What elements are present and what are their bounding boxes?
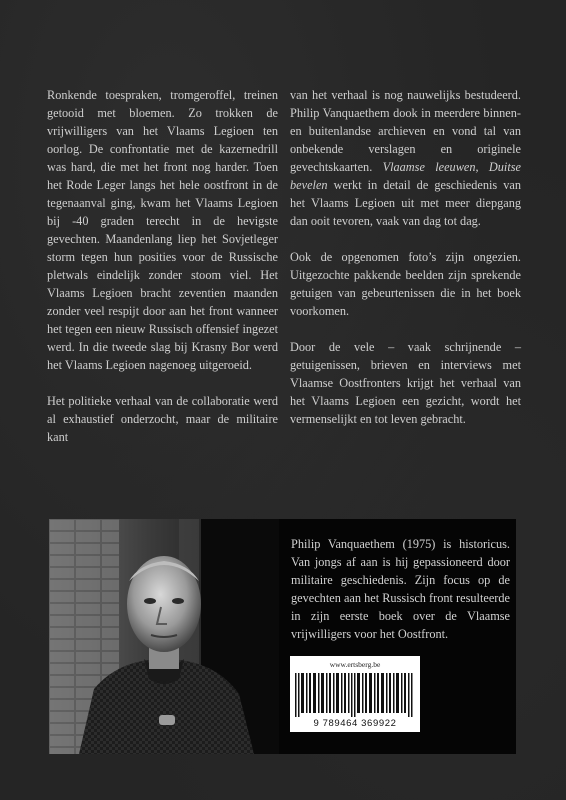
right-paragraph-2: Ook de opgenomen foto’s zijn ongezien. Uitgezochte pakkende beelden zijn sprekende getuigen van gebeurtenissen die in het boek voorkomen. (290, 250, 521, 318)
publisher-url: www.ertsberg.be (329, 660, 381, 669)
left-paragraph-2: Het politieke verhaal van de collaboratie werd al exhaustief onderzocht, maar de militaire kant (47, 394, 278, 444)
book-title: Vlaamse leeuwen, Duitse bevelen (290, 160, 521, 192)
right-paragraph-1-start: van het verhaal is nog nauwelijks bestudeerd. Philip Vanquaethem dook in meerdere binnen- en buitenlandse archieven en vond tal van onbekende verslagen en originele gevechtskaarten. (290, 88, 521, 174)
author-photo (49, 519, 279, 754)
right-text-column (290, 86, 521, 446)
barcode-bars (295, 673, 415, 717)
author-bio: Philip Vanquaethem (1975) is historicus. Van jongs af aan is hij gepassioneerd door militaire geschiedenis. Zijn focus op de gevechten aan het Russisch front resulteerde in zijn eerste boek over de Vlaamse vrijwilligers voor het Oostfront. (291, 537, 510, 641)
right-paragraph-1 (290, 86, 521, 230)
barcode (290, 656, 420, 732)
isbn-number: 9 789464 369922 (313, 718, 397, 729)
left-paragraph-1: Ronkende toespraken, tromgeroffel, treinen getooid met bloemen. Zo trokken de vrijwilligers van het Vlaams Legioen ten oorlog. De confrontatie met de kazernedrill was hard, die met het front nog harder. Toen het Rode Leger langs het hele oostfront in de tegenaanval ging, kwam het Vlaams Legioen bij -40 graden terecht in de hevigste gevechten. Maandenlang liep het Sovjetleger storm tegen hun posities voor de Russische pletwals eindelijk zonder stoom viel. Het Vlaams Legioen bracht zeventien maanden zonder veel respijt door aan het front wanneer het tegen een nieuw Russisch offensief ingezet werd. In die tweede slag bij Krasny Bor werd het Vlaams Legioen nagenoeg uitgeroeid. (47, 88, 278, 372)
right-paragraph-1-end: werkt in detail de geschiedenis van het Vlaams Legioen uit met meer diepgang dan ooit tevoren, vaak van dag tot dag. (290, 178, 521, 228)
author-band (49, 519, 516, 754)
left-text-column (47, 86, 278, 464)
right-paragraph-3: Door de vele – vaak schrijnende – getuigenissen, brieven en interviews met Vlaamse Oostfronters krijgt het verhaal van het Vlaams Legioen een gezicht, wordt het vermenselijkt en tot leven gebracht. (290, 340, 521, 426)
